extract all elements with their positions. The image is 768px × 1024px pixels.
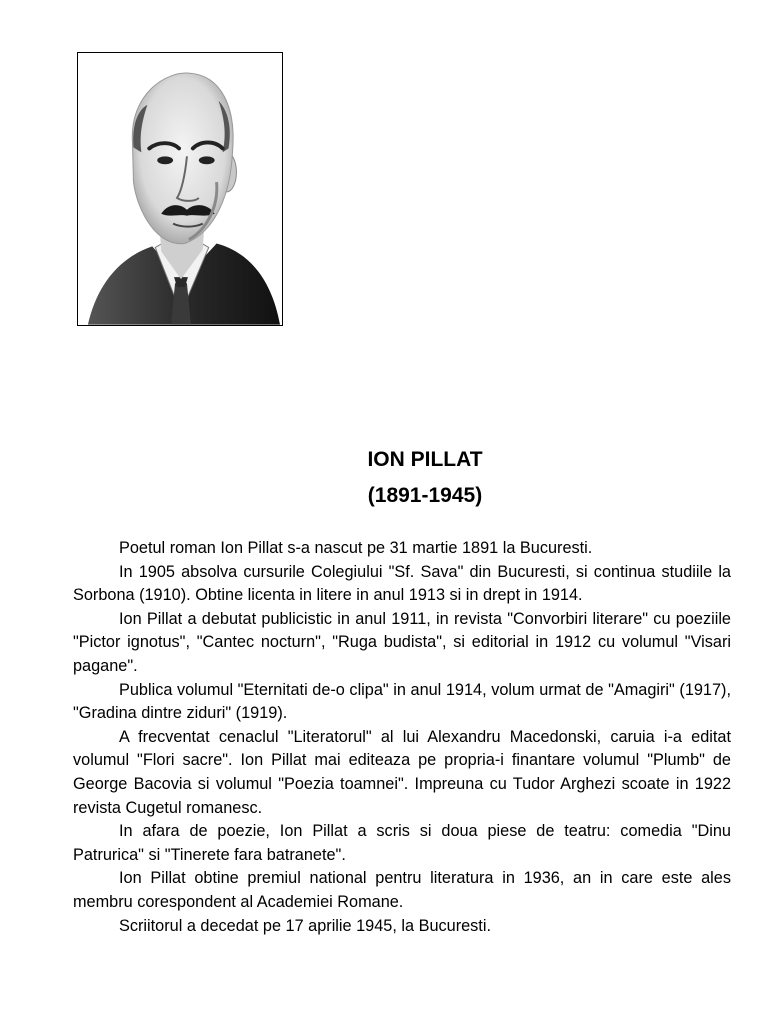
paragraph-birth: Poetul roman Ion Pillat s-a nascut pe 31 martie 1891 la Bucuresti.: [119, 539, 593, 557]
paragraph-education: In 1905 absolva cursurile Colegiului "Sf. Sava" din Bucuresti, si continua studiile la Sorbona (1910). Obtine licenta in litere in anul 1913 si in drept in 1914.: [73, 562, 731, 605]
paragraph-debut: Ion Pillat a debutat publicistic in anul 1911, in revista "Convorbiri literare" cu poeziile "Pictor ignotus", "Cantec nocturn", "Ruga budista", si editorial in 1912 cu volumul "Visari pagane".: [73, 609, 731, 675]
biography-text: [73, 537, 731, 938]
person-name-heading: [0, 444, 768, 476]
paragraph-volumes: Publica volumul "Eternitati de-o clipa" in anul 1914, volum urmat de "Amagiri" (1917), "Gradina dintre ziduri" (1919).: [73, 680, 731, 723]
portrait-image: [77, 52, 283, 326]
paragraph-award: Ion Pillat obtine premiul national pentru literatura in 1936, an in care este ales membru corespondent al Academiei Romane.: [73, 869, 731, 911]
person-name: ION PILLAT: [367, 448, 483, 471]
person-years-heading: [0, 480, 768, 512]
paragraph-death: Scriitorul a decedat pe 17 aprilie 1945, la Bucuresti.: [119, 916, 491, 935]
paragraph-literatorul: A frecventat cenaclul "Literatorul" al lui Alexandru Macedonski, caruia i-a editat volumul "Flori sacre". Ion Pillat mai editeaza pe propria-i finantare volumul "Plumb" de George Bacovia si volumul "Poezia toamnei". Impreuna cu Tudor Arghezi scoate in 1922 revista Cugetul romanesc.: [73, 727, 731, 817]
paragraph-theatre: In afara de poezie, Ion Pillat a scris si doua piese de teatru: comedia "Dinu Patrurica" si "Tinerete fara batranete".: [73, 822, 731, 864]
person-years: (1891-1945): [367, 484, 483, 507]
portrait-drawing: [78, 53, 282, 325]
